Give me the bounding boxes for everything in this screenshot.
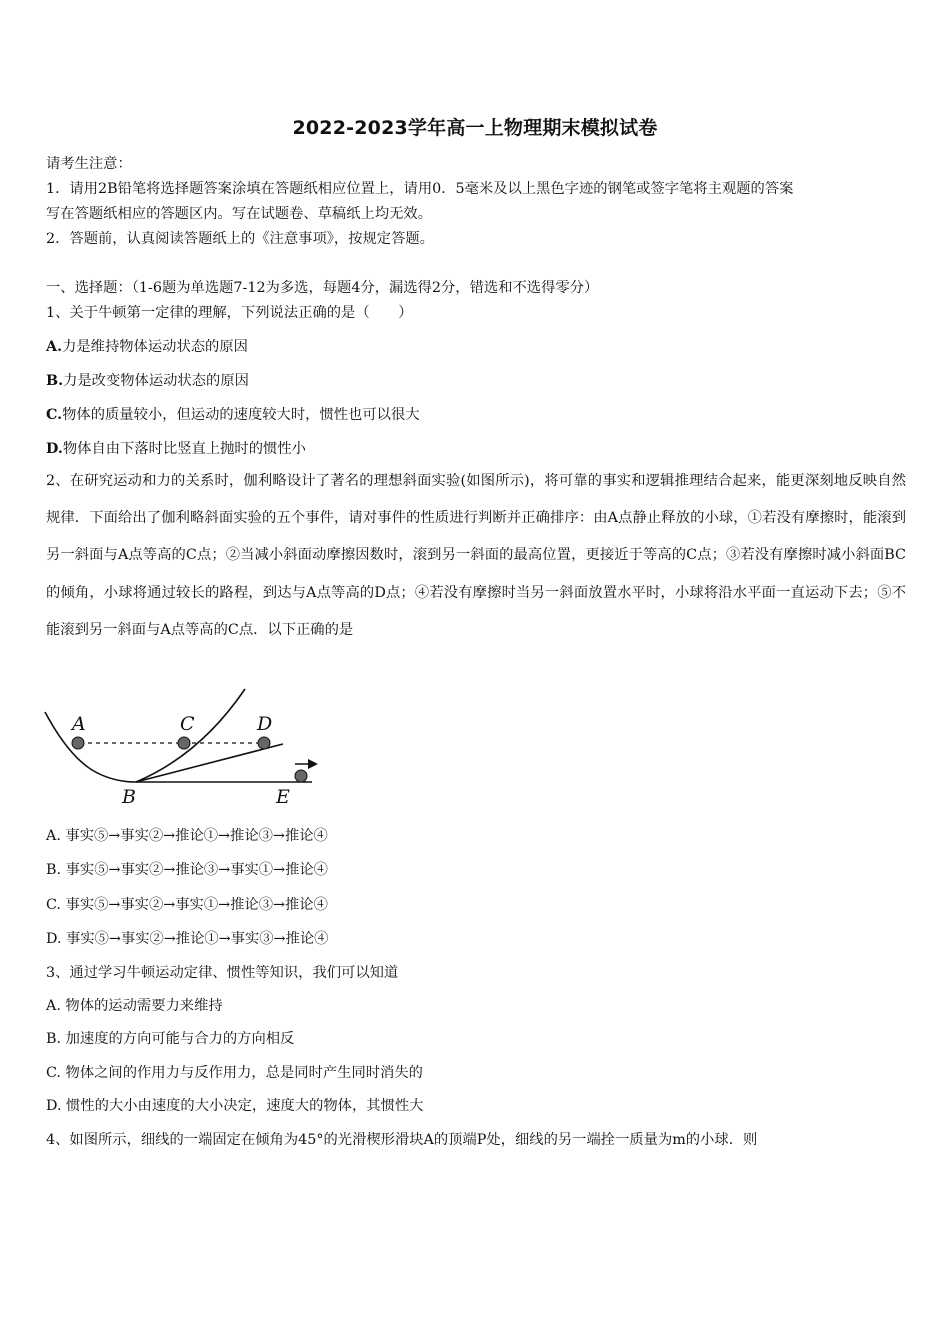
ball-e bbox=[295, 770, 307, 782]
ball-d bbox=[258, 737, 270, 749]
option-letter: C. bbox=[46, 407, 63, 423]
notice-item-1: 1．请用2B铅笔将选择题答案涂填在答题纸相应位置上，请用0．5毫米及以上黑色字迹的钢笔或签字笔将主观题的答案 bbox=[46, 181, 794, 197]
option-text: 物体自由下落时比竖直上抛时的惯性小 bbox=[62, 441, 306, 457]
label-e: E bbox=[276, 786, 290, 808]
q3-option-a: A. 物体的运动需要力来维持 bbox=[46, 998, 223, 1014]
q2-option-c: C. 事实⑤→事实②→事实①→推论③→推论④ bbox=[46, 897, 328, 913]
option-text: 力是维持物体运动状态的原因 bbox=[62, 339, 248, 355]
q1-option-d bbox=[46, 438, 306, 458]
q1-stem: 1、关于牛顿第一定律的理解，下列说法正确的是（ ） bbox=[46, 305, 413, 321]
notice-item-1-cont: 写在答题纸相应的答题区内。写在试题卷、草稿纸上均无效。 bbox=[46, 206, 433, 222]
option-text: 物体的质量较小，但运动的速度较大时，惯性也可以很大 bbox=[62, 407, 420, 423]
label-a: A bbox=[72, 713, 86, 735]
q3-option-c: C. 物体之间的作用力与反作用力，总是同时产生同时消失的 bbox=[46, 1065, 423, 1081]
section-heading: 一、选择题：（1-6题为单选题7-12为多选，每题4分，漏选得2分，错选和不选得零分） bbox=[46, 280, 599, 296]
ball-a bbox=[72, 737, 84, 749]
label-d: D bbox=[257, 713, 273, 735]
option-letter: A. bbox=[46, 339, 63, 355]
option-letter: B. bbox=[46, 373, 64, 389]
arrow-head-icon bbox=[308, 759, 318, 769]
notice-heading: 请考生注意： bbox=[46, 156, 132, 172]
page-title: 2022-2023学年高一上物理期末模拟试卷 bbox=[292, 117, 658, 139]
q2-option-d: D. 事实⑤→事实②→推论①→事实③→推论④ bbox=[46, 931, 329, 947]
label-b: B bbox=[122, 786, 136, 808]
curved-incline-ab bbox=[45, 712, 136, 782]
q1-option-a bbox=[46, 336, 248, 356]
q2-stem: 2、在研究运动和力的关系时，伽利略设计了著名的理想斜面实验(如图所示)，将可靠的事实和逻辑推理结合起来，能更深刻地反映自然规律．下面给出了伽利略斜面实验的五个事件，请对事件的性质进行判断并正确排序：由A点静止释放的小球，①若没有摩擦时，能滚到另一斜面与A点等高的C点；②当减小斜面动摩擦因数时，滚到另一斜面的最高位置，更接近于等高的C点；③若没有摩擦时减小斜面BC的倾角，小球将通过较长的路程，到达与A点等高的D点；④若没有摩擦时当另一斜面放置水平时，小球将沿水平面一直运动下去；⑤不能滚到另一斜面与A点等高的C点．以下正确的是 bbox=[46, 473, 906, 638]
q2-option-a: A. 事实⑤→事实②→推论①→推论③→推论④ bbox=[46, 828, 328, 844]
ball-c bbox=[178, 737, 190, 749]
q1-option-c bbox=[46, 404, 420, 424]
q2-option-b: B. 事实⑤→事实②→推论③→事实①→推论④ bbox=[46, 862, 328, 878]
q3-stem: 3、通过学习牛顿运动定律、惯性等知识，我们可以知道 bbox=[46, 965, 399, 981]
option-text: 力是改变物体运动状态的原因 bbox=[63, 373, 249, 389]
notice-item-2: 2．答题前，认真阅读答题纸上的《注意事项》，按规定答题。 bbox=[46, 231, 434, 247]
gentle-incline-bd bbox=[136, 744, 283, 782]
galileo-incline-figure bbox=[40, 685, 330, 810]
option-letter: D. bbox=[46, 441, 63, 457]
label-c: C bbox=[180, 713, 195, 735]
q1-option-b bbox=[46, 370, 249, 390]
q3-option-b: B. 加速度的方向可能与合力的方向相反 bbox=[46, 1031, 295, 1047]
q3-option-d: D. 惯性的大小由速度的大小决定，速度大的物体，其惯性大 bbox=[46, 1098, 424, 1114]
q4-stem: 4、如图所示，细线的一端固定在倾角为45°的光滑楔形滑块A的顶端P处，细线的另一端拴一质量为m的小球．则 bbox=[46, 1132, 758, 1148]
